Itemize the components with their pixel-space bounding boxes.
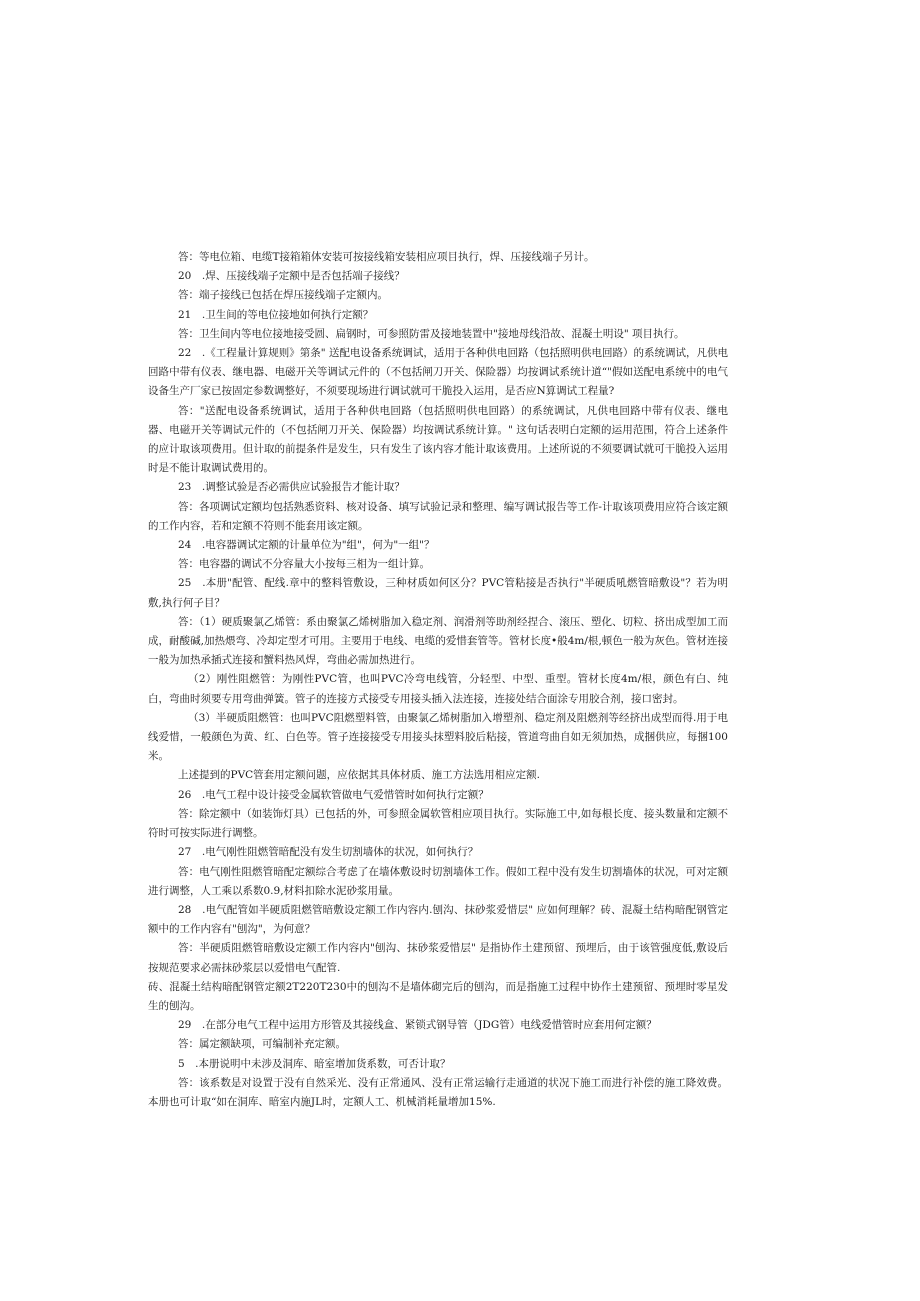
question-5: 5 .本册说明中未涉及洞库、暗室增加货系数，可否计取？ <box>178 1057 451 1070</box>
question-28: 28 .电气配管如半硬质阻燃管暗敷设定额工作内容内.刨沟、抹砂浆爱惜层" 应如何理解？砖、混凝土结构暗配钢管定额中的工作内容有"刨沟"，为何意？ <box>148 903 728 936</box>
answer-5: 答：该系数是对设置于没有自然采光、没有正常通风、没有正常运输行走通道的状况下施工而进行补偿的施工降效费。本册也可计取“如在洞库、暗室内施JL时，定额人工、机械消耗量增加15%. <box>148 1076 728 1108</box>
answer-25-item-2: （2）刚性阻燃管：为刚性PVC管，也叫PVC冷弯电线管，分轻型、中型、重型。管材长度4m/根，颜色有白、纯白，弯曲时须要专用弯曲弹簧。管子的连接方式接受专用接头插入法连接，连接处结合面涂专用胶合剂，接口密封。 <box>148 673 728 705</box>
answer-28-continued: 砖、混凝土结构暗配钢管定额2T220T230中的刨沟不是墙体砌完后的刨沟，而是指施工过程中协作土建预留、预埋时零星发生的刨沟。 <box>148 980 728 1012</box>
answer-22: 答："送配电设备系统调试，适用于各种供电回路（包括照明供电回路）的系统调试，凡供电回路中带有仪表、继电器、电磁开关等调试元件的（不包括闸刀开关、保险器）均按调试系统计算。" 这句话表明白定额的运用范围，符合上述条件的应计取该项费用。但计取的前提条件是发生，只有发生了该内容才能计取该费用。上述所说的不须要调试就可干脆投入运用时是不能计取调试费用的。 <box>148 404 728 475</box>
answer-21: 答：卫生间内等电位接地接受圆、扁钢时，可参照防雷及接地装置中"接地母线沿故、混凝土明设" 项目执行。 <box>178 327 685 340</box>
answer-20: 答：端子接线已包括在焊压接线端子定额内。 <box>178 289 388 302</box>
question-25: 25 .本册"配管、配线.章中的整料管敷设，三种材质如何区分？PVC管粘接是否执行"半硬质吼燃管暗敷设"？若为明敷,执行何子目？ <box>148 577 728 609</box>
question-26: 26 .电气工程中设计接受金属软管做电气爱惜管时如何执行定额？ <box>178 788 489 801</box>
answer-23: 答：各项调试定额均包括熟悉资料、核对设备、填写试验记录和整理、编写调试报告等工作-计取该项费用应符合该定额的工作内容，若和定额不符则不能套用该定额。 <box>148 500 728 532</box>
answer-24: 答：电容器的调试不分容量大小按每三相为一组计算。 <box>178 558 430 571</box>
answer-26: 答：除定额中（如装饰灯具）已包括的外，可参照金属软管相应项目执行。实际施工中,如每根长度、接头数量和定额不符时可按实际进行调整。 <box>148 807 728 840</box>
question-29: 29 .在部分电气工程中运用方形管及其接线盒、紧锁式钢导管（JDG管）电线爱惜管时应套用何定额？ <box>178 1019 657 1032</box>
document-body <box>148 248 728 1112</box>
question-24: 24 .电容器调试定额的计量单位为"组"，何为"一组"？ <box>178 539 435 552</box>
answer-27: 答：电气刚性阻燃管暗配定额综合考虑了在墙体敷设时切割墙体工作。假如工程中没有发生切割墙体的状况，可对定额进行调整，人工乘以系数0.9,材料扣除水泥砂浆用量。 <box>148 865 728 897</box>
question-23: 23 .调整试验是否必需供应试验报告才能计取？ <box>178 481 405 494</box>
answer-25-item-3: （3）半硬质阻燃管：也叫PVC阻燃塑料管，由聚氯乙烯树脂加入增塑剂、稳定剂及阻燃剂等经挤出成型而得.用于电线爱惜，一般颜色为黄、红、白色等。管子连接接受专用接头抹塑料胶后粘接，管道弯曲自如无须加热，成捆供应，每捆100米。 <box>148 711 728 763</box>
question-27: 27 .电气刚性阻燃管暗配没有发生切割墙体的状况，如何执行？ <box>178 846 479 859</box>
answer-29: 答：属定额缺项，可编制补充定额。 <box>178 1038 346 1051</box>
answer-19: 答：等电位箱、电缆T接箱箱体安装可按接线箱安装相应项目执行，焊、压接线端子另计。 <box>178 251 595 263</box>
answer-28: 答：半硬质阻燃管暗敷设定额工作内容内"刨沟、抹砂浆爱惜层" 是指协作土建预留、预埋后，由于该管强度低,敷设后按规范要求必需抹砂浆层以爱惜电气配管. <box>148 942 728 974</box>
answer-25-summary: 上述提到的PVC管套用定额问题，应依据其具体材质、施工方法选用相应定额. <box>178 769 541 782</box>
answer-25-item-1: 答：（1）硬质聚氯乙烯管：系由聚氯乙烯树脂加入稳定剂、润滑剂等助剂经捏合、滚压、塑化、切粒、挤出成型加工而成，耐酸碱,加热煨弯、冷却定型才可用。主要用于电线、电缆的爱惜套管等。管材长度•般4m/根,顿色一般为灰色。管材连接一般为加热承插式连接和蟹料热风焊，弯曲必需加热进行。 <box>148 615 728 667</box>
question-22: 22 .《工程量计算规则》第条" 送配电设备系统调试，适用于各种供电回路（包括照明供电回路）的系统调试，凡供电回路中带有仪表、继电器、电磁开关等调试元件的（不包括闸刀开关、保险器）均按调试系统计道“"假如送配电系统中的电气设备生产厂家已按固定参数调整好，不须要现场进行调试就可干脆投入运用，是否应N算调试工程量? <box>148 347 728 398</box>
question-20: 20 .焊、压接线端子定额中是否包括端子接线？ <box>178 270 405 283</box>
question-21: 21 .卫生间的等电位接地如何执行定额？ <box>178 308 374 321</box>
